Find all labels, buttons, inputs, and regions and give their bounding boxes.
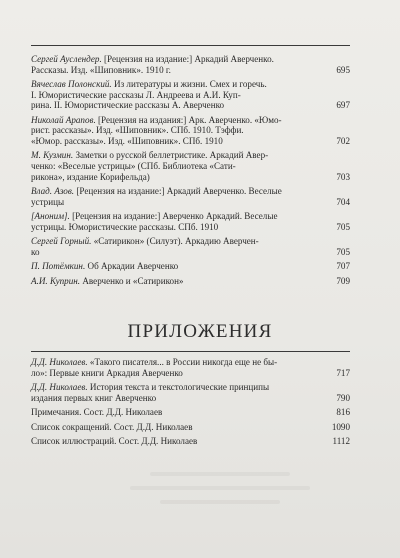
toc-entry-title: Из литературы и жизни. Смех и горечь. (114, 79, 267, 90)
toc-entry-title: ко (31, 246, 40, 257)
toc-entry-title: устрицы. Юмористические рассказы. СПб. 1910 (31, 221, 219, 232)
toc-entry-title: «Такого писателя... в России никогда еще не бы- (89, 357, 278, 367)
toc-entry-title: Примечания. Сост. Д.Д. Николаев (31, 407, 163, 418)
toc-entry-page: 702 (336, 135, 350, 146)
toc-entry-author: Д.Д. Николаев. (31, 382, 88, 393)
toc-entry (31, 382, 350, 403)
toc-entry (31, 150, 350, 182)
toc-entry (31, 236, 350, 257)
toc-entry-title: Аверченко и «Сатирикон» (82, 275, 184, 286)
toc-entry-author: М. Кузмин. (31, 150, 74, 161)
toc-entry-title: рина. II. Юмористические рассказы А. Аверченко (31, 100, 225, 111)
toc-entry (31, 407, 350, 418)
toc-entry-page: 695 (336, 64, 350, 75)
toc-entry-title: Рассказы. Изд. «Шиповник». 1910 г. (31, 64, 171, 75)
appendix-heading: ПРИЛОЖЕНИЯ (127, 321, 273, 342)
toc-entry (31, 276, 350, 287)
toc-entry (31, 261, 350, 272)
toc-entry-title: рикона», издание Корифельда) (31, 171, 150, 182)
toc-entry-page: 1090 (331, 421, 350, 432)
toc-entry-page: 816 (336, 407, 350, 418)
toc-entry-title: Список сокращений. Сост. Д.Д. Николаев (31, 421, 193, 432)
toc-entry (31, 357, 350, 378)
toc-entry (31, 79, 350, 111)
toc-entry-page: 707 (336, 261, 350, 272)
toc-entry-title: История текста и текстологические принципы (89, 382, 270, 393)
toc-entry-author: Д.Д. Николаев. (31, 357, 88, 367)
toc-entry-page: 709 (336, 275, 350, 286)
toc-entry-title: устрицы (31, 196, 65, 207)
toc-entry-title: [Рецензия на издание:] Аркадий Аверченко. Веселые (76, 186, 282, 197)
toc-entry-author: Николай Арапов. (31, 114, 96, 125)
toc-entry-title: издания первых книг Аверченко (31, 392, 157, 403)
toc-entry-author: Сергей Ауслендер. (31, 54, 102, 64)
toc-entry-title: Список иллюстраций. Сост. Д.Д. Николаев (31, 436, 198, 447)
toc-entry (31, 211, 350, 232)
toc-entry-page: 703 (336, 171, 350, 182)
toc-entry-title: рист. рассказы». Изд. «Шиповник». СПб. 1910. Тэффи. (31, 125, 244, 136)
toc-appendix-section (31, 357, 350, 451)
toc-entry-author: [Аноним]. (31, 211, 70, 222)
toc-main-section (31, 54, 350, 290)
toc-entry-page: 790 (336, 392, 350, 403)
toc-entry-page: 1112 (332, 436, 350, 447)
toc-entry-title: Заметки о русской беллетристике. Аркадий Авер- (75, 150, 269, 161)
toc-entry-author: П. Потёмкин. (31, 261, 86, 272)
toc-entry-title: ло»: Первые книги Аркадия Аверченко (31, 367, 183, 378)
toc-entry-title: [Рецензия на издания:] Арк. Аверченко. «Юмо- (98, 114, 282, 125)
top-divider (31, 45, 350, 46)
toc-entry (31, 115, 350, 147)
toc-entry-author: Сергей Горный. (31, 236, 92, 247)
toc-entry-page: 717 (336, 367, 350, 378)
toc-entry-page: 705 (336, 246, 350, 257)
toc-entry (31, 54, 350, 75)
toc-entry-author: Вячеслав Полонский. (31, 79, 112, 90)
toc-entry (31, 186, 350, 207)
appendix-divider (31, 351, 350, 352)
toc-entry-author: А.И. Куприн. (31, 275, 81, 286)
toc-entry-title: [Рецензия на издание:] Аверченко Аркадий. Веселые (72, 211, 278, 222)
toc-entry-title: Об Аркадии Аверченко (87, 261, 179, 272)
toc-entry-title: I. Юмористические рассказы Л. Андреева и А.И. Куп- (31, 89, 241, 100)
toc-entry-page: 705 (336, 221, 350, 232)
toc-entry-title: ченко: «Веселые устрицы» (СПб. Библиотека «Сати- (31, 161, 236, 172)
toc-entry-title: «Сатирикон» (Силуэт). Аркадию Аверчен- (93, 236, 259, 247)
show-through-text (120, 462, 320, 532)
toc-entry (31, 422, 350, 433)
toc-entry-title: [Рецензия на издание:] Аркадий Аверченко. (104, 54, 274, 64)
toc-entry-page: 704 (336, 196, 350, 207)
toc-entry (31, 436, 350, 447)
toc-entry-title: «Юмор. рассказы». Изд. «Шиповник». СПб. 1910 (31, 135, 223, 146)
toc-entry-page: 697 (336, 100, 350, 111)
toc-entry-author: Влад. Азов. (31, 186, 75, 197)
